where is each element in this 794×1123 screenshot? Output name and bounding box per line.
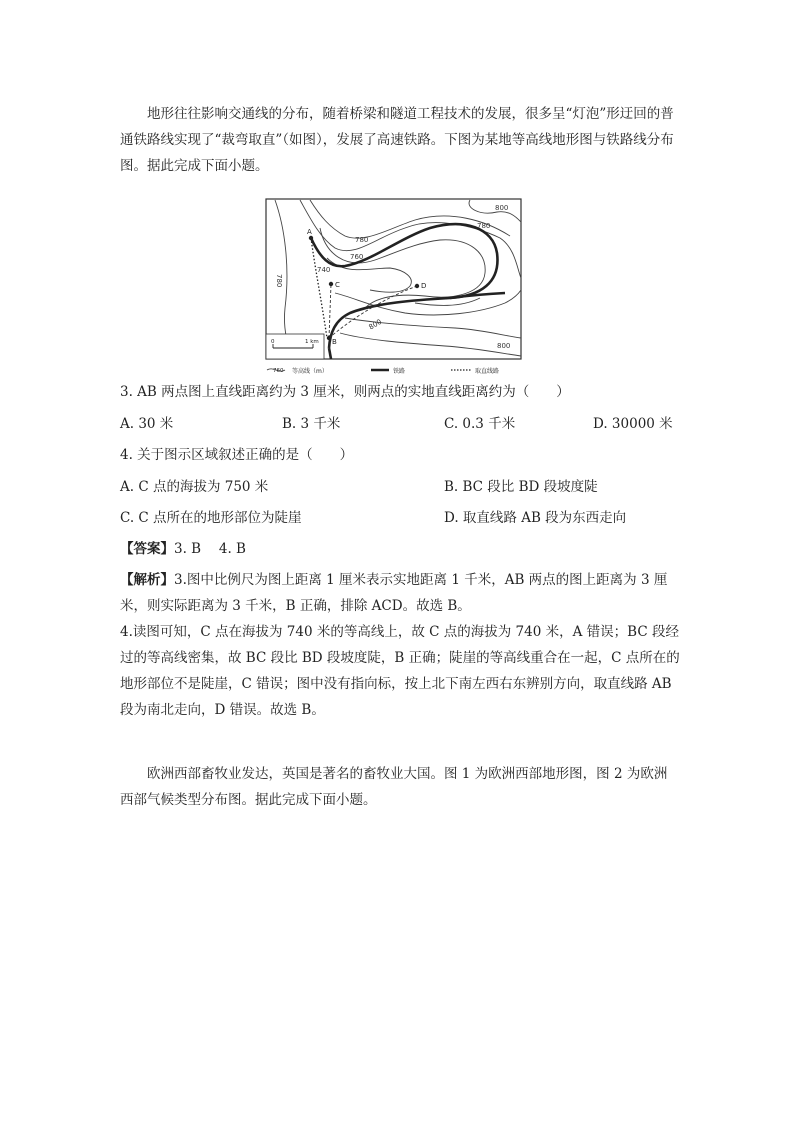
legend-contour-text: 等高线（m）: [292, 368, 328, 375]
legend-contour-value: 760: [273, 368, 284, 374]
point-b-marker: [327, 336, 331, 340]
contour-label: 740: [317, 266, 331, 274]
contour-railway-map: [265, 198, 523, 377]
contour-label: 800: [367, 317, 384, 332]
answer-label: 【答案】: [120, 541, 174, 557]
analysis-part2: 4.读图可知，C 点在海拔为 740 米的等高线上，故 C 点的海拔为 740 米，A 错误；BC 段经过的等高线密集，故 BC 段比 BD 段坡度陡，B 正确；陡崖的等高线重合在一起，C 点所在的地形部位不是陡崖，C 错误；图中没有指向标，按上北下南左西右东辨别方向，取直线路 AB 段为南北走向，D 错误。故选 B。: [120, 624, 680, 718]
analysis-label: 【解析】: [120, 572, 174, 588]
analysis-part1: [120, 567, 680, 619]
answer-line: [120, 539, 246, 559]
point-a-marker: [309, 236, 313, 240]
contour-label: 800: [495, 204, 509, 212]
legend-straight-text: 取直线路: [475, 368, 500, 375]
legend-railway-text: 铁路: [393, 368, 406, 375]
q4-option-b: B. BC 段比 BD 段坡度陡: [444, 479, 598, 495]
answer-text: 3. B 4. B: [174, 541, 246, 557]
q4-option-c: C. C 点所在的地形部位为陡崖: [120, 510, 302, 526]
contour-label: 800: [497, 342, 511, 350]
contour-label: 780: [355, 236, 369, 244]
point-c-marker: [329, 282, 333, 286]
contour-label: 760: [350, 253, 364, 261]
q4-stem: 4. 关于图示区域叙述正确的是（ ）: [120, 447, 354, 463]
q3-stem: 3. AB 两点图上直线距离约为 3 厘米，则两点的实地直线距离约为（ ）: [120, 384, 570, 400]
point-d-marker: [415, 284, 419, 288]
intro-paragraph: 地形往往影响交通线的分布，随着桥梁和隧道工程技术的发展，很多呈“灯泡”形迂回的普通铁路线实现了“裁弯取直”（如图），发展了高速铁路。下图为某地等高线地形图与铁路线分布图。据此完成下面小题。: [120, 106, 674, 174]
q4-option-a: A. C 点的海拔为 750 米: [120, 479, 269, 495]
q4-option-d: D. 取直线路 AB 段为东西走向: [444, 510, 627, 526]
q3-option-d: D. 30000 米: [593, 416, 673, 432]
next-intro-paragraph: 欧洲西部畜牧业发达，英国是著名的畜牧业大国。图 1 为欧洲西部地形图，图 2 为欧洲西部气候类型分布图。据此完成下面小题。: [120, 766, 668, 808]
scale-zero: 0: [271, 339, 275, 345]
point-c-label: C: [335, 281, 340, 289]
point-a-label: A: [307, 228, 312, 236]
q3-option-b: B. 3 千米: [282, 416, 341, 432]
contour-label: 780: [477, 222, 491, 230]
scale-box: [266, 334, 324, 359]
point-d-label: D: [421, 282, 427, 290]
q3-option-a: A. 30 米: [120, 416, 174, 432]
scale-unit: 1 km: [305, 339, 319, 345]
q3-option-c: C. 0.3 千米: [444, 416, 516, 432]
contour-label: 780: [275, 274, 283, 288]
point-b-label: B: [332, 338, 337, 346]
analysis-part1-text: 3.图中比例尺为图上距离 1 厘米表示实地距离 1 千米，AB 两点的图上距离为 3 厘米，则实际距离为 3 千米，B 正确，排除 ACD。故选 B。: [120, 572, 668, 614]
